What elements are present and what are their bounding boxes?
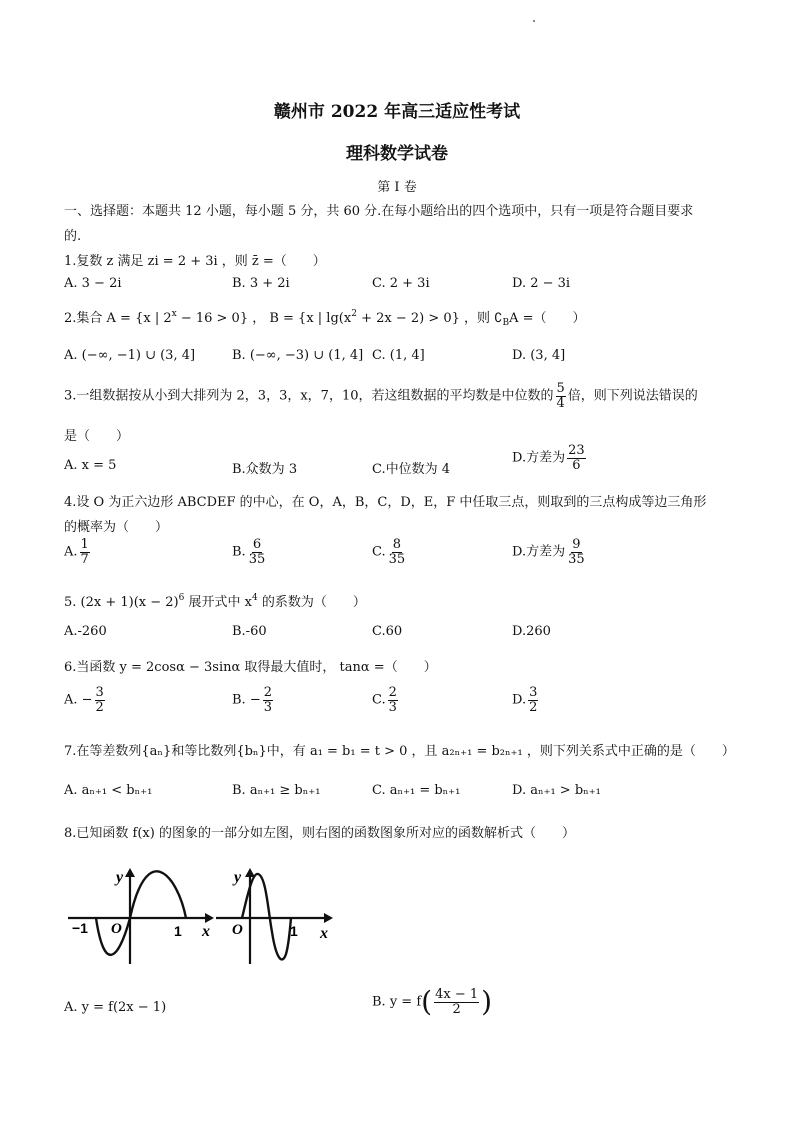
section-intro-line2: 的. bbox=[64, 229, 82, 244]
q4-option-b-den: 35 bbox=[248, 551, 266, 567]
q2-stem-part-g: A =（ ） bbox=[509, 311, 586, 326]
q2-option-a: A. (−∞, −1) ∪ (3, 4] bbox=[64, 348, 196, 363]
left-paren-icon: ( bbox=[421, 985, 433, 1019]
q8-left-curve bbox=[96, 871, 186, 955]
q7-option-b: B. aₙ₊₁ ≥ bₙ₊₁ bbox=[232, 783, 321, 798]
q3-frac-den: 4 bbox=[556, 395, 565, 411]
q3-option-c: C.中位数为 4 bbox=[372, 462, 451, 477]
q2-stem bbox=[64, 307, 585, 328]
q6-option-c bbox=[372, 686, 400, 714]
q6-option-a-fraction bbox=[95, 686, 105, 714]
label-x: x bbox=[320, 925, 328, 942]
q6-option-b-den: 3 bbox=[263, 699, 272, 715]
y-axis-arrow-icon bbox=[125, 868, 135, 877]
q2-stem-exp: x bbox=[171, 309, 177, 319]
q4-option-c-prefix: C. bbox=[372, 544, 386, 560]
q4-option-c-den: 35 bbox=[388, 551, 406, 567]
q5-stem-part-b: 展开式中 x bbox=[184, 595, 252, 610]
q5-option-a: A.-260 bbox=[64, 624, 107, 639]
label-y: y bbox=[116, 869, 124, 886]
q6-option-b bbox=[232, 686, 275, 714]
section-intro-line1: 一、选择题：本题共 12 小题，每小题 5 分，共 60 分.在每小题给出的四个选项中，只有一项是符合题目要求 bbox=[64, 204, 694, 219]
label-one: 1 bbox=[174, 923, 182, 939]
q6-option-a-den: 2 bbox=[95, 699, 104, 715]
q6-option-c-den: 3 bbox=[388, 699, 397, 715]
page-subtitle: 理科数学试卷 bbox=[346, 144, 448, 164]
q5-stem-part-a: 5. (2x + 1)(x − 2) bbox=[64, 595, 179, 610]
q8-graph-right bbox=[212, 862, 342, 972]
q2-stem-part-c: − 16 > 0} ， B = {x | lg(x bbox=[176, 311, 352, 326]
q7-option-a: A. aₙ₊₁ < bₙ₊₁ bbox=[64, 783, 153, 798]
q6-option-a bbox=[64, 686, 107, 714]
q4-option-d-num: 9 bbox=[572, 537, 581, 552]
q3-option-d bbox=[512, 444, 588, 472]
q1-option-c: C. 2 + 3i bbox=[372, 276, 430, 291]
q6-option-d bbox=[512, 686, 540, 714]
q4-stem-line2: 的概率为（ ） bbox=[64, 520, 169, 535]
q4-option-a-fraction bbox=[80, 538, 90, 566]
q4-stem: 4.设 O 为正六边形 ABCDEF 的中心，在 O，A，B，C，D，E，F 中任取三点，则取到的三点构成等边三角形 bbox=[64, 495, 707, 510]
q8-option-a: A. y = f(2x − 1) bbox=[64, 1000, 167, 1015]
q4-option-b-num: 6 bbox=[252, 537, 262, 552]
q3-stem bbox=[64, 382, 698, 410]
q5-option-b: B.-60 bbox=[232, 624, 267, 639]
q6-option-d-den: 2 bbox=[529, 699, 538, 715]
q2-option-b: B. (−∞, −3) ∪ (1, 4] bbox=[232, 348, 364, 363]
q4-option-a-prefix: A. bbox=[64, 544, 78, 560]
q2-stem-part-e: + 2x − 2) > 0} ，则 ∁ bbox=[356, 311, 503, 326]
q4-option-b-fraction bbox=[248, 538, 267, 566]
q5-stem-exp: 6 bbox=[178, 593, 185, 603]
q5-option-d: D.260 bbox=[512, 624, 551, 639]
q6-option-d-prefix: D. bbox=[512, 692, 527, 708]
q3-stem-part-b: 倍，则下列说法错误的 bbox=[567, 388, 698, 404]
q3-option-a: A. x = 5 bbox=[64, 458, 117, 473]
q2-stem-exp2: 2 bbox=[351, 309, 357, 319]
q8-option-b-prefix: B. y = f bbox=[372, 994, 422, 1010]
q5-stem-part-c: 的系数为（ ） bbox=[257, 595, 366, 610]
q4-option-d-prefix: D.方差为 bbox=[512, 544, 566, 560]
q3-option-d-fraction bbox=[567, 444, 586, 472]
label-origin: O bbox=[111, 921, 122, 937]
q4-option-a bbox=[64, 538, 92, 566]
q5-option-c: C.60 bbox=[372, 624, 403, 639]
q3-option-d-prefix: D.方差为 bbox=[512, 450, 566, 466]
q2-stem-part-a: 2.集合 A = {x | 2 bbox=[64, 311, 172, 326]
q2-option-c: C. (1, 4] bbox=[372, 348, 425, 363]
q5-stem bbox=[64, 591, 366, 610]
q4-option-a-den: 7 bbox=[80, 551, 89, 567]
q7-option-c: C. aₙ₊₁ = bₙ₊₁ bbox=[372, 783, 461, 798]
q4-option-d-den: 35 bbox=[568, 551, 585, 567]
q6-option-a-prefix: A. − bbox=[64, 692, 93, 708]
q4-option-d bbox=[512, 538, 588, 566]
q4-option-c-fraction bbox=[388, 538, 407, 566]
q4-option-b-prefix: B. bbox=[232, 544, 246, 560]
q8-option-b-den: 2 bbox=[452, 1001, 461, 1017]
scan-dot bbox=[533, 20, 535, 22]
q4-option-a-num: 1 bbox=[80, 537, 89, 552]
q8-option-b bbox=[372, 985, 493, 1019]
label-one: 1 bbox=[290, 923, 298, 939]
q6-option-c-num: 2 bbox=[388, 685, 397, 700]
q3-stem-line2: 是（ ） bbox=[64, 429, 130, 444]
q3-stem-part-a: 3.一组数据按从小到大排列为 2，3，3，x，7，10，若这组数据的平均数是中位数的 bbox=[64, 388, 554, 404]
q6-option-b-prefix: B. − bbox=[232, 692, 261, 708]
q4-option-c bbox=[372, 538, 408, 566]
q6-option-c-prefix: C. bbox=[372, 692, 386, 708]
q6-option-d-num: 3 bbox=[529, 685, 538, 700]
q8-option-b-fraction bbox=[434, 988, 479, 1016]
q7-stem: 7.在等差数列{aₙ}和等比数列{bₙ}中，有 a₁ = b₁ = t > 0 ，且 a₂ₙ₊₁ = b₂ₙ₊₁ ，则下列关系式中正确的是（ ） bbox=[64, 744, 735, 759]
page-title: 赣州市 2022 年高三适应性考试 bbox=[273, 102, 521, 122]
q6-stem: 6.当函数 y = 2cosα − 3sinα 取得最大值时， tanα =（ ） bbox=[64, 660, 437, 675]
q8-graph-left bbox=[62, 862, 222, 972]
label-y: y bbox=[234, 869, 242, 886]
q6-option-b-num: 2 bbox=[263, 685, 272, 700]
q3-frac-num: 5 bbox=[556, 381, 565, 396]
q6-option-c-fraction bbox=[388, 686, 398, 714]
q1-option-b: B. 3 + 2i bbox=[232, 276, 290, 291]
label-x: x bbox=[202, 923, 210, 940]
q1-stem: 1.复数 z 满足 zi = 2 + 3i ，则 z̄ =（ ） bbox=[64, 254, 326, 269]
q7-option-d: D. aₙ₊₁ > bₙ₊₁ bbox=[512, 783, 601, 798]
q4-option-c-num: 8 bbox=[392, 537, 402, 552]
q1-option-d: D. 2 − 3i bbox=[512, 276, 571, 291]
q3-option-d-den: 6 bbox=[572, 457, 581, 473]
q4-option-b bbox=[232, 538, 268, 566]
q6-option-a-num: 3 bbox=[95, 685, 104, 700]
q2-option-d: D. (3, 4] bbox=[512, 348, 566, 363]
q3-fraction bbox=[556, 382, 566, 410]
label-neg1: −1 bbox=[72, 920, 88, 936]
q4-option-d-fraction bbox=[567, 538, 586, 566]
q5-stem-exp2: 4 bbox=[251, 593, 258, 603]
q3-option-b: B.众数为 3 bbox=[232, 462, 298, 477]
right-paren-icon: ) bbox=[481, 985, 493, 1019]
x-axis-arrow-icon bbox=[324, 913, 333, 923]
volume-label: 第 I 卷 bbox=[377, 180, 417, 195]
q8-option-b-num: 4x − 1 bbox=[435, 987, 479, 1002]
q6-option-d-fraction bbox=[528, 686, 538, 714]
label-origin: O bbox=[232, 922, 243, 938]
q2-stem-sub: B bbox=[502, 318, 510, 328]
q6-option-b-fraction bbox=[263, 686, 273, 714]
q3-option-d-num: 23 bbox=[568, 443, 585, 458]
q8-stem: 8.已知函数 f(x) 的图象的一部分如左图，则右图的函数图象所对应的函数解析式（ ） bbox=[64, 826, 575, 841]
q1-option-a: A. 3 − 2i bbox=[64, 276, 122, 291]
